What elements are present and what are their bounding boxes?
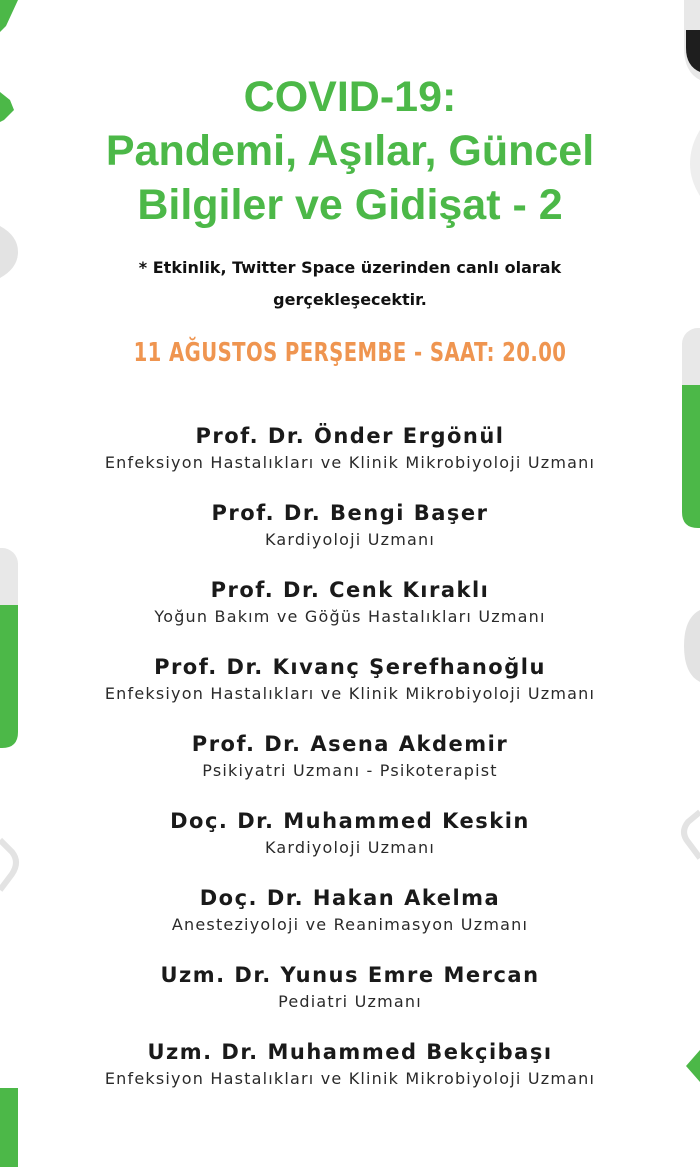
- speaker-item: [0, 576, 700, 653]
- speaker-item: [0, 1038, 700, 1115]
- speaker-item: [0, 422, 700, 499]
- speaker-item: [0, 653, 700, 730]
- speaker-name: Uzm. Dr. Yunus Emre Mercan: [160, 963, 540, 987]
- speaker-name: Uzm. Dr. Muhammed Bekçibaşı: [147, 1040, 553, 1064]
- speaker-role: Kardiyoloji Uzmanı: [264, 838, 436, 857]
- speaker-name: Prof. Dr. Bengi Başer: [211, 501, 489, 525]
- speaker-role: Psikiyatri Uzmanı - Psikoterapist: [202, 761, 498, 780]
- speaker-name: Prof. Dr. Cenk Kıraklı: [210, 578, 490, 602]
- capsule-icon: [684, 0, 700, 80]
- speaker-item: [0, 884, 700, 961]
- speaker-role: Enfeksiyon Hastalıkları ve Klinik Mikrobiyoloji Uzmanı: [104, 684, 596, 703]
- capsule-icon: [0, 226, 18, 278]
- speaker-role: Enfeksiyon Hastalıkları ve Klinik Mikrobiyoloji Uzmanı: [104, 1069, 596, 1088]
- page-title: [0, 70, 700, 232]
- speaker-role: Anesteziyoloji ve Reanimasyon Uzmanı: [171, 915, 529, 934]
- speaker-role: Pediatri Uzmanı: [278, 992, 422, 1011]
- event-date-time: 11 AĞUSTOS PERŞEMBE - SAAT: 20.00: [133, 338, 567, 368]
- note-line: gerçekleşecektir.: [273, 290, 427, 309]
- speaker-item: [0, 961, 700, 1038]
- note-line: * Etkinlik, Twitter Space üzerinden canlı olarak: [138, 258, 562, 277]
- speaker-role: Kardiyoloji Uzmanı: [264, 530, 436, 549]
- title-line: Pandemi, Aşılar, Güncel: [105, 127, 595, 175]
- speaker-name: Doç. Dr. Muhammed Keskin: [170, 809, 530, 833]
- speaker-name: Doç. Dr. Hakan Akelma: [199, 886, 501, 910]
- speaker-name: Prof. Dr. Önder Ergönül: [195, 424, 505, 448]
- speaker-role: Enfeksiyon Hastalıkları ve Klinik Mikrobiyoloji Uzmanı: [104, 453, 596, 472]
- speaker-item: [0, 499, 700, 576]
- speaker-name: Prof. Dr. Asena Akdemir: [191, 732, 509, 756]
- title-line: COVID-19:: [243, 73, 457, 121]
- speaker-role: Yoğun Bakım ve Göğüs Hastalıkları Uzmanı: [154, 607, 546, 626]
- speaker-item: [0, 730, 700, 807]
- title-line: Bilgiler ve Gidişat - 2: [137, 181, 563, 229]
- speaker-item: [0, 807, 700, 884]
- speaker-name: Prof. Dr. Kıvanç Şerefhanoğlu: [154, 655, 546, 679]
- event-note: [100, 252, 600, 316]
- speaker-list: [0, 422, 700, 1115]
